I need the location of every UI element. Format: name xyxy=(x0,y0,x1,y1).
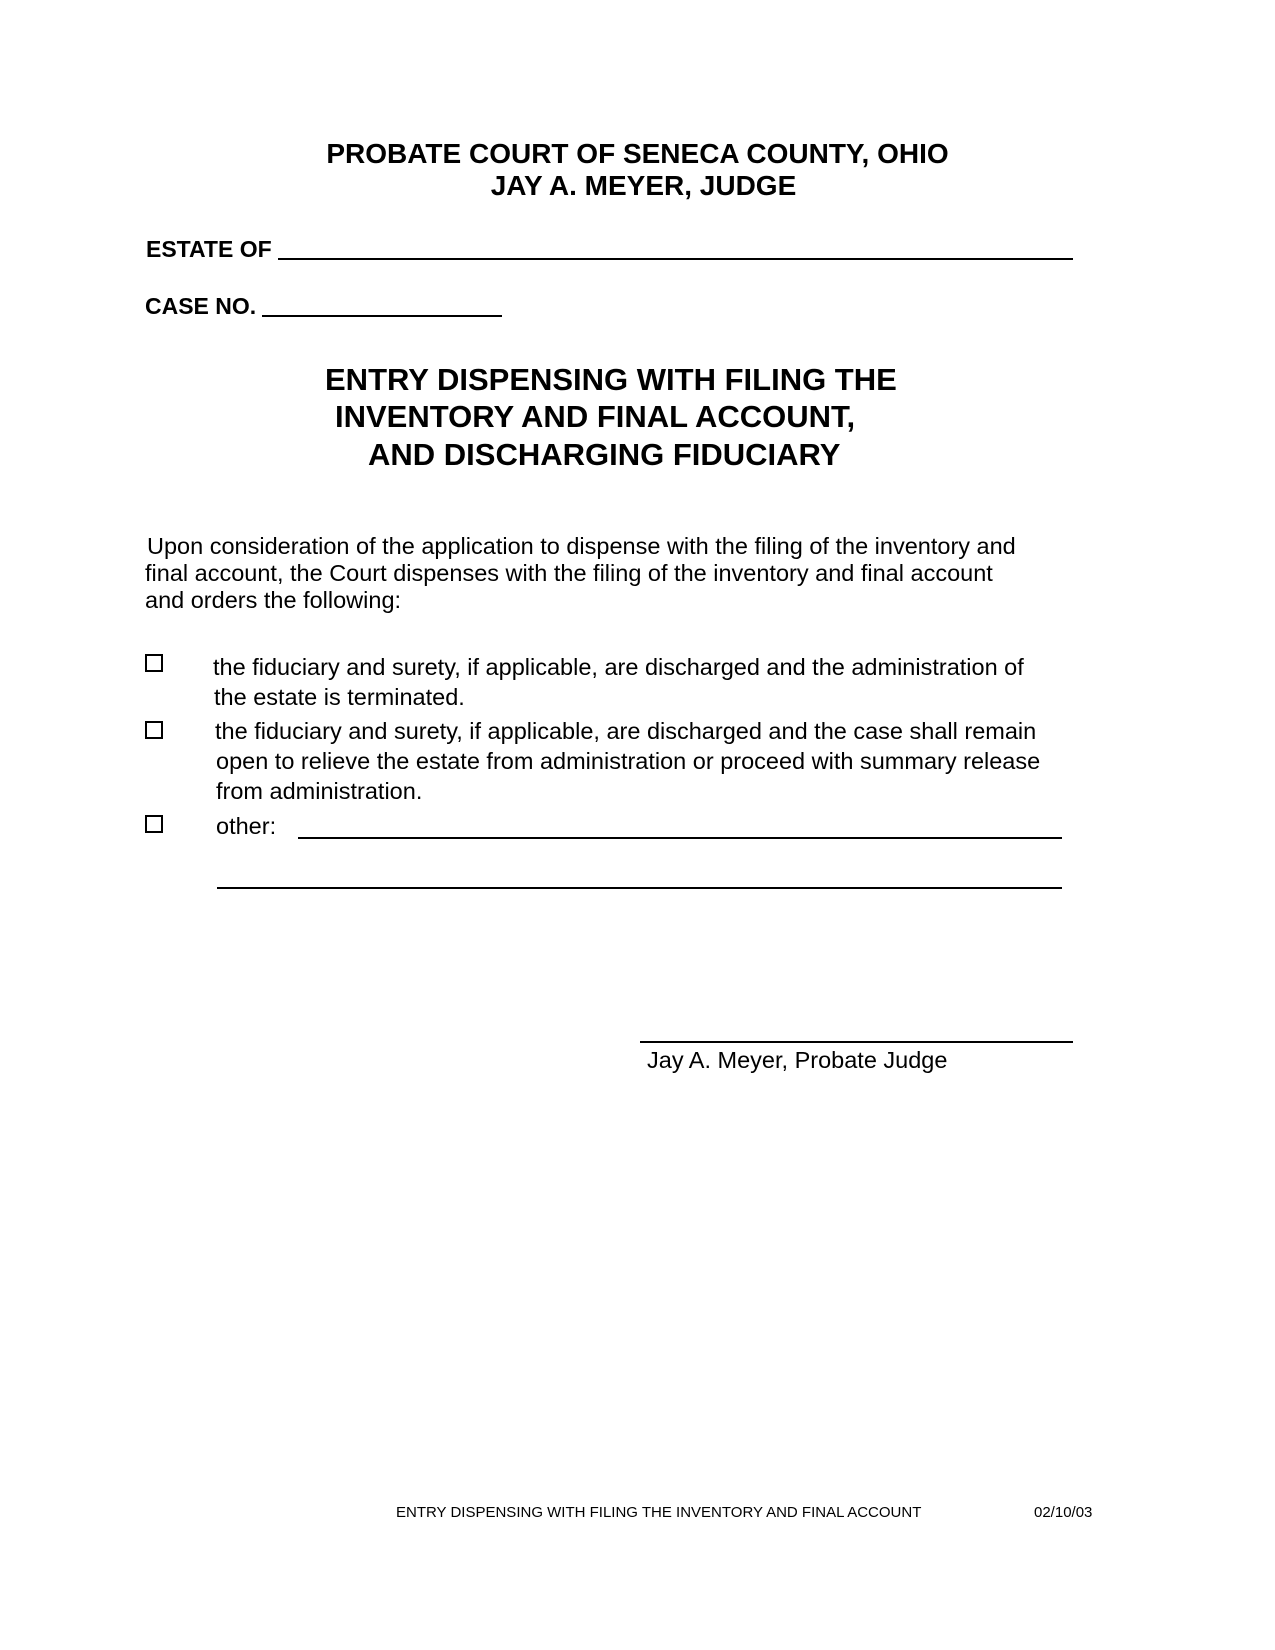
option-remain-open-line3: from administration. xyxy=(216,778,423,804)
case-number-label: CASE NO. xyxy=(145,293,257,319)
option-terminated-checkbox[interactable] xyxy=(145,654,163,672)
entry-title-line3: AND DISCHARGING FIDUCIARY xyxy=(368,437,841,472)
intro-line3: and orders the following: xyxy=(145,587,402,613)
estate-of-field[interactable] xyxy=(278,258,1073,260)
option-other-checkbox[interactable] xyxy=(145,815,163,833)
estate-of-label: ESTATE OF xyxy=(146,236,272,262)
court-header xyxy=(0,138,1275,202)
option-remain-open-line1: the fiduciary and surety, if applicable, are discharged and the case shall remain xyxy=(215,718,1037,744)
footer-revision-date: 02/10/03 xyxy=(1034,1504,1093,1521)
option-remain-open-checkbox[interactable] xyxy=(145,721,163,739)
other-field-line1[interactable] xyxy=(298,837,1062,839)
signature-line[interactable] xyxy=(640,1041,1073,1043)
other-field-line2[interactable] xyxy=(217,887,1062,889)
signature-name: Jay A. Meyer, Probate Judge xyxy=(647,1047,948,1073)
intro-line1: Upon consideration of the application to dispense with the filing of the inventory and xyxy=(147,533,1016,559)
case-number-field[interactable] xyxy=(262,315,502,317)
option-terminated-line1: the fiduciary and surety, if applicable, are discharged and the administration of xyxy=(213,654,1024,680)
entry-title-line2: INVENTORY AND FINAL ACCOUNT, xyxy=(335,399,856,434)
judge-name-header: JAY A. MEYER, JUDGE xyxy=(490,170,797,201)
footer-form-title: ENTRY DISPENSING WITH FILING THE INVENTORY AND FINAL ACCOUNT xyxy=(396,1504,922,1521)
entry-title-line1: ENTRY DISPENSING WITH FILING THE xyxy=(325,362,897,397)
option-other-label: other: xyxy=(216,813,277,839)
intro-line2: final account, the Court dispenses with the filing of the inventory and final account xyxy=(145,560,993,586)
court-name: PROBATE COURT OF SENECA COUNTY, OHIO xyxy=(326,138,949,169)
option-remain-open-line2: open to relieve the estate from administration or proceed with summary release xyxy=(216,748,1041,774)
option-terminated-line2: the estate is terminated. xyxy=(214,684,465,710)
